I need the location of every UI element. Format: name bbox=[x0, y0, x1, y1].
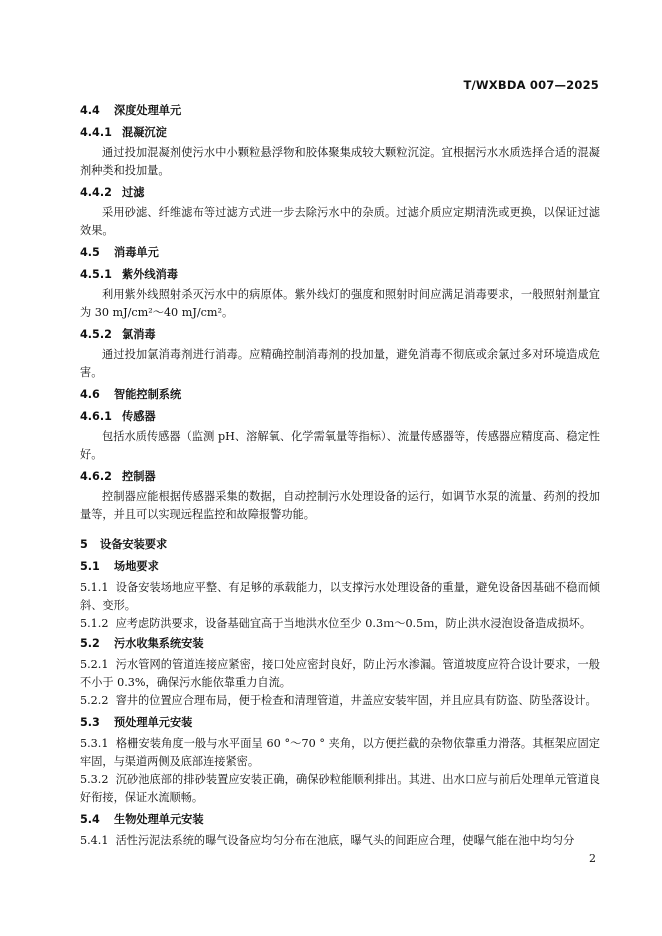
heading-5-2 bbox=[80, 637, 600, 651]
clause-5-3-1 bbox=[80, 735, 600, 771]
heading-4-6-1 bbox=[80, 410, 600, 424]
clause-number: 5.1.1 bbox=[80, 581, 109, 594]
document-id: T/WXBDA 007—2025 bbox=[463, 78, 599, 92]
paragraph-4-6-2: 控制器应能根据传感器采集的数据，自动控制污水处理设备的运行，如调节水泵的流量、药剂的投加量等，并且可以实现远程监控和故障报警功能。 bbox=[80, 490, 600, 521]
page-content bbox=[80, 104, 600, 850]
clause-number: 5.4.1 bbox=[80, 834, 109, 847]
section-title: 深度处理单元 bbox=[114, 104, 182, 117]
clause-5-2-1 bbox=[80, 656, 600, 692]
clause-text: 沉砂池底部的排砂装置应安装正确，确保砂粒能顺利排出。其进、出水口应与前后处理单元管道良好衔接，保证水流顺畅。 bbox=[80, 773, 600, 804]
heading-5 bbox=[80, 538, 600, 552]
paragraph-4-5-2: 通过投加氯消毒剂进行消毒。应精确控制消毒剂的投加量，避免消毒不彻底或余氯过多对环境造成危害。 bbox=[80, 348, 600, 379]
section-title: 氯消毒 bbox=[122, 328, 156, 341]
clause-number: 5.2.2 bbox=[80, 694, 109, 707]
section-title: 预处理单元安装 bbox=[114, 716, 193, 729]
paragraph-4-4-2: 采用砂滤、纤维滤布等过滤方式进一步去除污水中的杂质。过滤介质应定期清洗或更换，以保证过滤效果。 bbox=[80, 206, 600, 237]
heading-4-6-2 bbox=[80, 470, 600, 484]
clause-5-4-1 bbox=[80, 832, 600, 850]
clause-text: 污水管网的管道连接应紧密，接口处应密封良好，防止污水渗漏。管道坡度应符合设计要求，一般不小于 0.3%，确保污水能依靠重力自流。 bbox=[80, 658, 600, 689]
section-title: 过滤 bbox=[122, 186, 145, 199]
section-number: 4.6.1 bbox=[80, 410, 112, 423]
section-title: 控制器 bbox=[122, 470, 156, 483]
paragraph-4-4-1: 通过投加混凝剂使污水中小颗粒悬浮物和胶体聚集成较大颗粒沉淀。宜根据污水水质选择合适的混凝剂种类和投加量。 bbox=[80, 146, 600, 177]
heading-4-4-2 bbox=[80, 186, 600, 200]
section-title: 传感器 bbox=[122, 410, 156, 423]
heading-4-5-2 bbox=[80, 328, 600, 342]
page-number: 2 bbox=[589, 852, 596, 865]
section-title: 紫外线消毒 bbox=[122, 268, 178, 281]
clause-text: 活性污泥法系统的曝气设备应均匀分布在池底，曝气头的间距应合理，使曝气能在池中均匀分 bbox=[115, 834, 575, 847]
clause-5-3-2 bbox=[80, 771, 600, 807]
section-number: 4.5 bbox=[80, 246, 100, 259]
section-title: 场地要求 bbox=[114, 560, 159, 573]
clause-text: 窨井的位置应合理布局，便于检查和清理管道，井盖应安装牢固，并且应具有防盗、防坠落设计。 bbox=[115, 694, 597, 707]
section-number: 5.4 bbox=[80, 813, 100, 826]
clause-number: 5.1.2 bbox=[80, 617, 109, 630]
section-title: 智能控制系统 bbox=[114, 388, 182, 401]
section-title: 生物处理单元安装 bbox=[114, 813, 204, 826]
section-number: 5 bbox=[80, 538, 88, 551]
clause-number: 5.2.1 bbox=[80, 658, 109, 671]
paragraph-4-5-1: 利用紫外线照射杀灭污水中的病原体。紫外线灯的强度和照射时间应满足消毒要求，一般照射剂量宜为 30 mJ/cm²～40 mJ/cm²。 bbox=[80, 288, 600, 319]
section-title: 污水收集系统安装 bbox=[114, 637, 204, 650]
heading-4-5 bbox=[80, 246, 600, 260]
clause-number: 5.3.1 bbox=[80, 737, 109, 750]
heading-5-4 bbox=[80, 813, 600, 827]
clause-text: 格栅安装角度一般与水平面呈 60 °～70 ° 夹角，以方便拦截的杂物依靠重力滑落。其框架应固定牢固，与渠道两侧及底部连接紧密。 bbox=[80, 737, 600, 768]
clause-5-1-2 bbox=[80, 615, 600, 633]
clause-text: 设备安装场地应平整、有足够的承载能力，以支撑污水处理设备的重量，避免设备因基础不稳而倾斜、变形。 bbox=[80, 581, 600, 612]
heading-4-6 bbox=[80, 388, 600, 402]
heading-4-5-1 bbox=[80, 268, 600, 282]
section-number: 4.6.2 bbox=[80, 470, 112, 483]
clause-text: 应考虑防洪要求，设备基础宜高于当地洪水位至少 0.3ｍ～0.5ｍ，防止洪水浸泡设备造成损坏。 bbox=[115, 617, 592, 630]
section-number: 4.4.1 bbox=[80, 126, 112, 139]
section-number: 4.5.1 bbox=[80, 268, 112, 281]
heading-4-4 bbox=[80, 104, 600, 118]
section-number: 5.3 bbox=[80, 716, 100, 729]
section-title: 消毒单元 bbox=[114, 246, 159, 259]
heading-4-4-1 bbox=[80, 126, 600, 140]
clause-5-1-1 bbox=[80, 579, 600, 615]
section-number: 4.4.2 bbox=[80, 186, 112, 199]
heading-5-1 bbox=[80, 560, 600, 574]
section-number: 4.6 bbox=[80, 388, 100, 401]
clause-number: 5.3.2 bbox=[80, 773, 109, 786]
heading-5-3 bbox=[80, 716, 600, 730]
section-title: 混凝沉淀 bbox=[122, 126, 167, 139]
section-number: 5.2 bbox=[80, 637, 100, 650]
section-number: 4.4 bbox=[80, 104, 100, 117]
section-number: 4.5.2 bbox=[80, 328, 112, 341]
paragraph-4-6-1: 包括水质传感器（监测 pH、溶解氧、化学需氧量等指标）、流量传感器等，传感器应精度高、稳定性好。 bbox=[80, 430, 600, 461]
clause-5-2-2 bbox=[80, 692, 600, 710]
section-title: 设备安装要求 bbox=[100, 538, 168, 551]
section-number: 5.1 bbox=[80, 560, 100, 573]
